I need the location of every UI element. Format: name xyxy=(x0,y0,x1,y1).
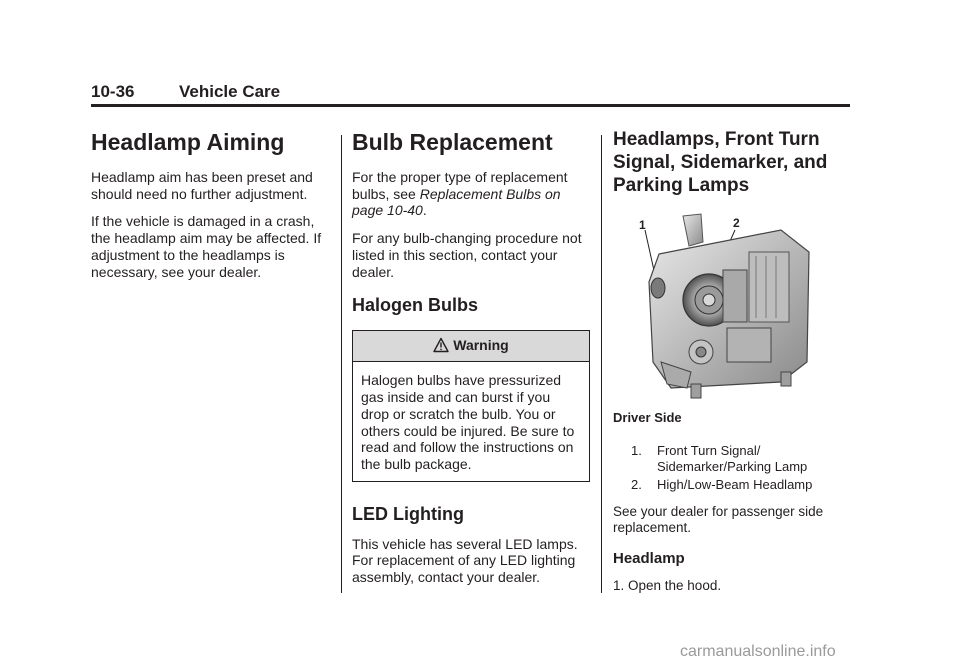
figure-caption: Driver Side xyxy=(613,409,682,425)
warning-header xyxy=(353,331,589,362)
contact-dealer-paragraph: For any bulb-changing procedure not listed in this section, contact your dealer. xyxy=(352,230,582,280)
list-item-text: High/Low-Beam Headlamp xyxy=(657,477,813,493)
column-2 xyxy=(352,128,592,597)
passenger-side-paragraph: See your dealer for passenger side replacement. xyxy=(613,503,824,536)
headlamp-assembly-drawing xyxy=(631,212,831,402)
callout-2: 2 xyxy=(733,215,740,230)
headlamp-aiming-heading: Headlamp Aiming xyxy=(91,129,285,155)
warning-box xyxy=(352,330,590,482)
warning-triangle-icon xyxy=(433,337,449,353)
halogen-bulbs-heading: Halogen Bulbs xyxy=(352,294,479,315)
page-header xyxy=(91,82,850,106)
replacement-bulbs-paragraph xyxy=(352,169,592,219)
replacement-bulbs-ref[interactable]: Replacement Bulbs on page 10-40 xyxy=(352,185,561,219)
led-lighting-paragraph: This vehicle has several LED lamps. For replacement of any LED lighting assembly, contact your dealer. xyxy=(352,535,578,586)
replacement-text: For the proper type of replacement bulbs, see xyxy=(352,168,568,202)
aim-preset-paragraph: Headlamp aim has been preset and should need no further adjustment. xyxy=(91,168,313,202)
page-number: 10-36 xyxy=(91,82,135,101)
warning-text: Halogen bulbs have pressurized gas inside and can burst if you drop or scratch the bulb. You or others could be injured. Be sure to read and follow the instructions on the bulb package. xyxy=(361,372,575,473)
callout-1: 1 xyxy=(639,217,646,232)
list-item xyxy=(613,443,853,474)
section-title: Vehicle Care xyxy=(179,82,281,101)
headlamps-heading: Headlamps, Front Turn Signal, Sidemarker, and Parking Lamps xyxy=(613,129,828,197)
bulb-replacement-heading: Bulb Replacement xyxy=(352,129,553,155)
column-1 xyxy=(91,128,331,292)
component-list xyxy=(613,443,853,493)
header-rule xyxy=(91,104,850,107)
column-divider-1 xyxy=(341,135,342,593)
open-hood-step: 1. Open the hood. xyxy=(613,578,722,594)
list-item-number: 1. xyxy=(631,443,642,459)
aim-damage-paragraph: If the vehicle is damaged in a crash, the headlamp aim may be affected. If adjustment to the headlamps is necessary, see your dealer. xyxy=(91,213,322,280)
list-item-text: Front Turn Signal/ Sidemarker/Parking Lamp xyxy=(657,443,808,474)
column-divider-2 xyxy=(601,135,602,593)
headlamp-illustration xyxy=(631,212,831,402)
replacement-suffix: . xyxy=(422,202,427,219)
warning-label: Warning xyxy=(453,337,509,354)
list-item xyxy=(613,477,853,493)
headlamp-subheading: Headlamp xyxy=(613,550,685,568)
watermark: carmanualsonline.info xyxy=(680,643,836,660)
column-3 xyxy=(613,128,853,605)
led-lighting-heading: LED Lighting xyxy=(352,503,464,524)
list-item-number: 2. xyxy=(631,477,642,493)
